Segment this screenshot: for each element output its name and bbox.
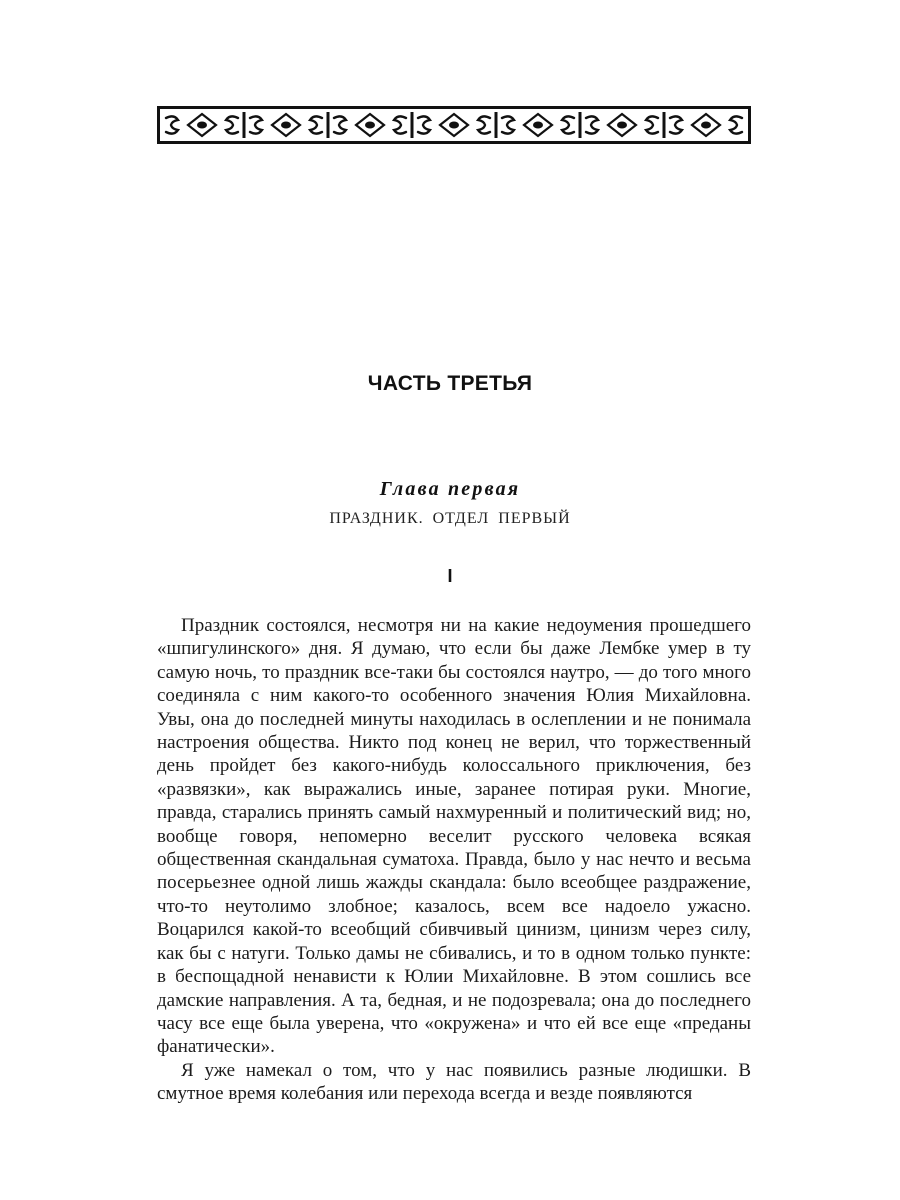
ornament-bottom-rule (157, 141, 751, 144)
paragraph: Я уже намекал о том, что у нас появились разные людишки. В смутное время колебания или перехода всегда и везде появляются (157, 1059, 751, 1105)
ornament-eye (449, 122, 459, 129)
ornament-top-rule (157, 106, 751, 109)
body-text (157, 614, 751, 1106)
ornament-scroll (562, 116, 574, 133)
ornament-eye (281, 122, 291, 129)
ornament-eye (365, 122, 375, 129)
ornament-separator (579, 112, 582, 138)
chapter-subtitle: ПРАЗДНИК. ОТДЕЛ ПЕРВЫЙ (329, 510, 571, 527)
ornament-eye (197, 122, 207, 129)
ornament-separator (243, 112, 246, 138)
ornament-eye (701, 122, 711, 129)
ornament-scroll (394, 116, 406, 133)
chapter-title: Глава первая (379, 478, 521, 500)
ornament-scroll (586, 116, 598, 133)
ornament-scroll (646, 116, 658, 133)
ornament-separator (411, 112, 414, 138)
paragraph: Праздник состоялся, несмотря ни на какие недоумения прошедшего «шпигулинского» дня. Я думаю, что если бы даже Лембке умер в ту самую ночь, то праздник все-таки бы состоялся наутро, — до того много соединяла с ним какого-то особенного значения Юлия Михайловна. Увы, она до последней минуты находилась в ослеплении и не понимала настроения общества. Никто под конец не верил, что торжественный день пройдет без какого-нибудь колоссального приключения, без «развязки», как выражались иные, заранее потирая руки. Многие, правда, старались принять самый нахмуренный и политический вид; но, вообще говоря, непомерно веселит русского человека всякая общественная скандальная суматоха. Правда, было у нас нечто и весьма посерьезнее одной лишь жажды скандала: было всеобщее раздражение, что-то неутолимо злобное; казалось, всем все надоело ужасно. Воцарился какой-то всеобщий сбивчивый цинизм, цинизм через силу, как бы с натуги. Только дамы не сбивались, и то в одном только пункте: в беспощадной ненависти к Юлии Михайловне. В этом сошлись все дамские направления. А та, бедная, и не подозревала; она до последнего часу все еще была уверена, что «окружена» и что ей все еще «преданы фанатически». (157, 615, 751, 1058)
part-title: ЧАСТЬ ТРЕТЬЯ (367, 372, 533, 395)
ornament-scroll (310, 116, 322, 133)
ornament-right-rule (748, 106, 751, 144)
ornament-pattern (157, 106, 751, 144)
ornament-scroll (334, 116, 346, 133)
ornament-scroll (670, 116, 682, 133)
ornament-left-rule (157, 106, 160, 144)
ornament-scroll (730, 116, 742, 133)
ornament-scroll (166, 116, 178, 133)
section-number: I (447, 566, 453, 586)
ornament-scroll (418, 116, 430, 133)
ornament-eye (533, 122, 543, 129)
ornament-scroll (478, 116, 490, 133)
decorative-ornament-border (157, 106, 751, 144)
ornament-eye (617, 122, 627, 129)
ornament-scroll (502, 116, 514, 133)
ornament-separator (495, 112, 498, 138)
ornament-scroll (250, 116, 262, 133)
ornament-separator (663, 112, 666, 138)
ornament-scroll (226, 116, 238, 133)
ornament-separator (327, 112, 330, 138)
